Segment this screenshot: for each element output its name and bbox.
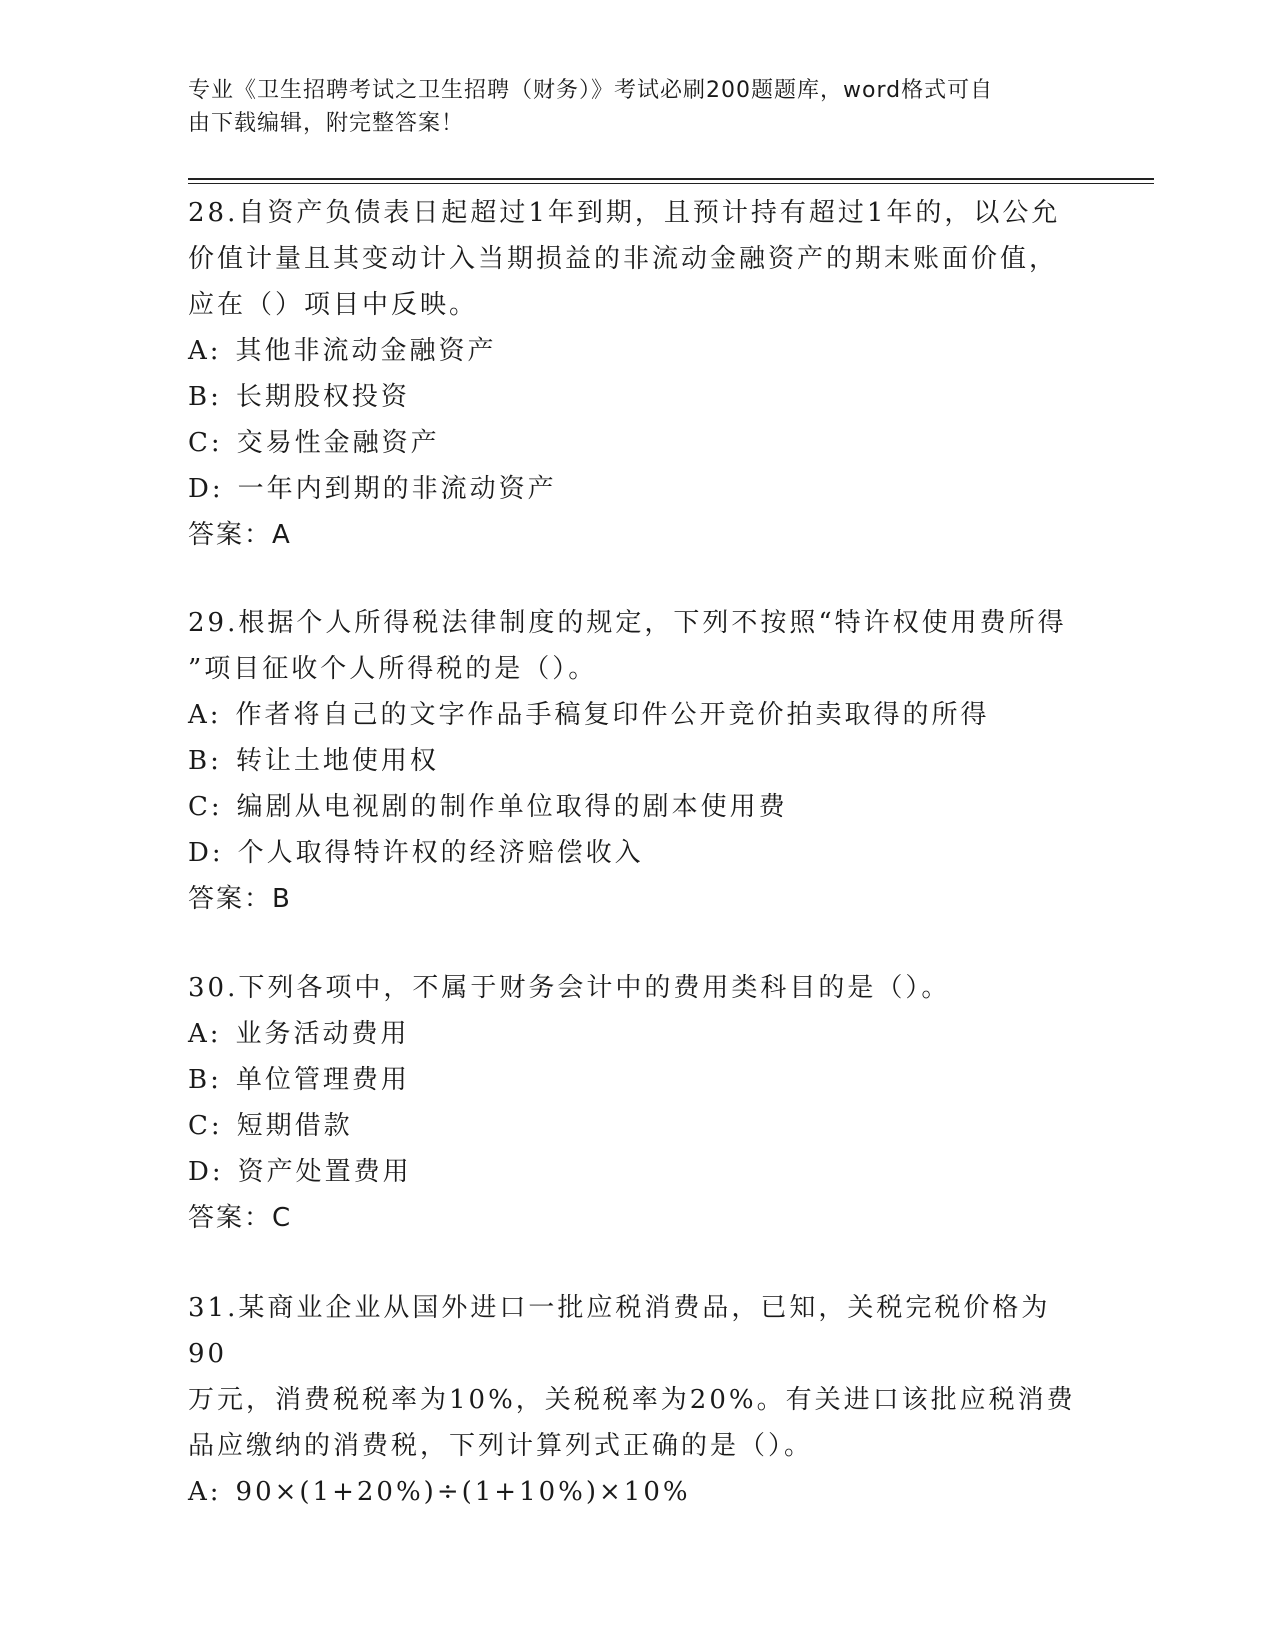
option-letter: B:: [188, 746, 222, 776]
header-line-1: 专业《卫生招聘考试之卫生招聘（财务）》考试必刷200题题库，word格式可自: [188, 78, 994, 103]
answer: 答案：B: [188, 884, 292, 914]
option-a: [188, 1469, 1088, 1515]
option-text: 个人取得特许权的经济赔偿收入: [237, 838, 644, 868]
answer: 答案：C: [188, 1203, 293, 1233]
option-letter: A:: [188, 700, 222, 730]
question-31: [188, 1285, 1088, 1515]
question-stem-line: 价值计量且其变动计入当期损益的非流动金融资产的期末账面价值，: [188, 244, 1059, 274]
option-letter: C:: [188, 428, 223, 458]
option-d: [188, 1149, 1088, 1195]
question-stem-line: 31.某商业企业从国外进口一批应税消费品，已知，关税完税价格为90: [188, 1293, 1051, 1369]
option-a: [188, 692, 1088, 738]
option-b: [188, 1057, 1088, 1103]
header-divider-thick: [188, 178, 1154, 180]
question-30: [188, 965, 1088, 1241]
option-text: 作者将自己的文字作品手稿复印件公开竞价拍卖取得的所得: [235, 700, 990, 730]
question-29: [188, 600, 1088, 922]
option-a: [188, 328, 1088, 374]
option-letter: A:: [188, 336, 222, 366]
question-28: [188, 190, 1088, 558]
question-stem-line: 万元，消费税税率为10%，关税税率为20%。有关进口该批应税消费: [188, 1385, 1076, 1415]
option-c: [188, 420, 1088, 466]
option-text: 转让土地使用权: [235, 746, 439, 776]
header-divider-thin: [188, 183, 1154, 184]
option-text: 资产处置费用: [237, 1157, 412, 1187]
option-letter: A:: [188, 1477, 222, 1507]
option-letter: D:: [188, 474, 224, 504]
option-text: 90×(1+20%)÷(1+10%)×10%: [235, 1477, 691, 1507]
option-d: [188, 830, 1088, 876]
document-header: [188, 74, 1088, 140]
question-stem-line: 28.自资产负债表日起超过1年到期，且预计持有超过1年的，以公允: [188, 198, 1061, 228]
question-stem-line: 品应缴纳的消费税，下列计算列式正确的是（）。: [188, 1431, 814, 1461]
option-b: [188, 738, 1088, 784]
option-text: 编剧从电视剧的制作单位取得的剧本使用费: [236, 792, 788, 822]
option-text: 单位管理费用: [235, 1065, 410, 1095]
header-line-2: 由下载编辑，附完整答案！: [188, 111, 465, 136]
option-c: [188, 784, 1088, 830]
option-text: 业务活动费用: [235, 1019, 410, 1049]
option-text: 其他非流动金融资产: [235, 336, 497, 366]
question-stem-line: 应在（）项目中反映。: [188, 290, 479, 320]
option-a: [188, 1011, 1088, 1057]
option-text: 长期股权投资: [235, 382, 410, 412]
option-letter: D:: [188, 1157, 224, 1187]
option-letter: C:: [188, 792, 223, 822]
option-letter: B:: [188, 382, 222, 412]
option-letter: A:: [188, 1019, 222, 1049]
option-text: 交易性金融资产: [236, 428, 440, 458]
option-text: 一年内到期的非流动资产: [237, 474, 557, 504]
option-c: [188, 1103, 1088, 1149]
option-letter: C:: [188, 1111, 223, 1141]
option-letter: D:: [188, 838, 224, 868]
option-letter: B:: [188, 1065, 222, 1095]
option-b: [188, 374, 1088, 420]
option-text: 短期借款: [236, 1111, 353, 1141]
option-d: [188, 466, 1088, 512]
question-stem-line: 30.下列各项中，不属于财务会计中的费用类科目的是（）。: [188, 973, 951, 1003]
answer: 答案：A: [188, 520, 292, 550]
question-stem-line: ”项目征收个人所得税的是（）。: [188, 654, 598, 684]
question-stem-line: 29.根据个人所得税法律制度的规定，下列不按照“特许权使用费所得: [188, 608, 1067, 638]
